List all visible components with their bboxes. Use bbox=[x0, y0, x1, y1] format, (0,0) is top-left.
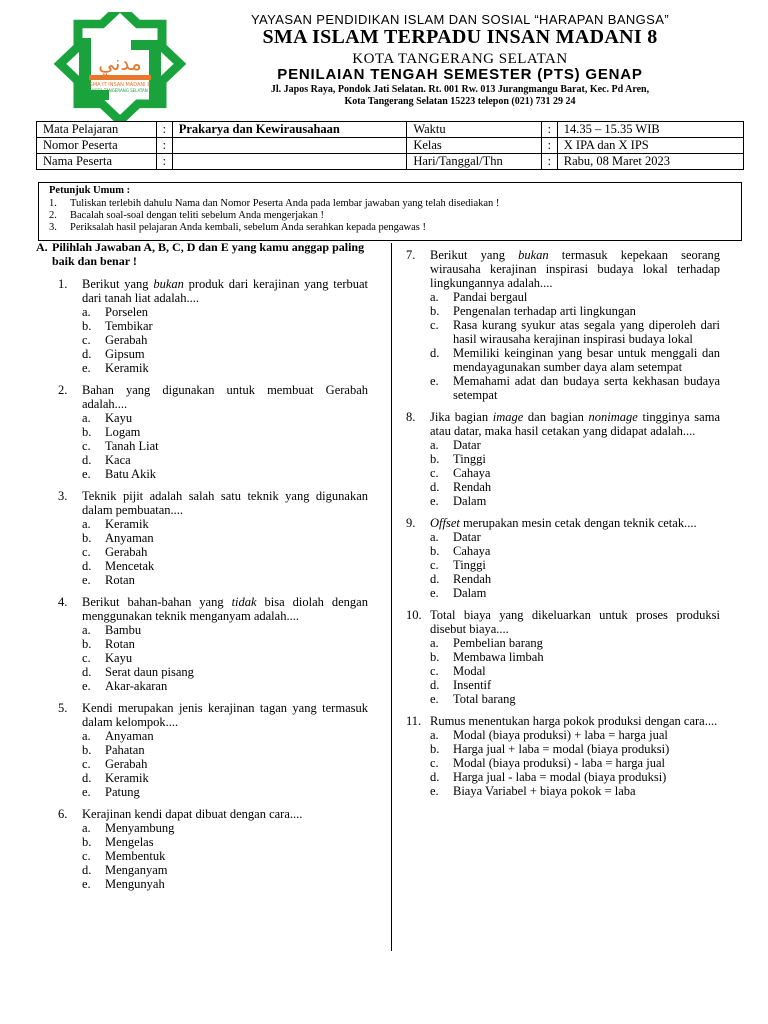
question-item bbox=[58, 383, 368, 481]
option-letter: c. bbox=[430, 664, 439, 678]
question-text: Berikut bahan-bahan yang tidak bisa diolah dengan menggunakan teknik menganyam adalah.... bbox=[82, 595, 368, 623]
answer-option bbox=[58, 665, 368, 679]
answer-option bbox=[58, 361, 368, 375]
option-letter: d. bbox=[430, 480, 440, 494]
option-letter: a. bbox=[430, 636, 439, 650]
answer-option bbox=[406, 756, 720, 770]
option-text: Serat daun pisang bbox=[105, 665, 194, 679]
option-letter: a. bbox=[82, 821, 91, 835]
option-letter: d. bbox=[82, 559, 92, 573]
option-text: Akar-akaran bbox=[105, 679, 168, 693]
option-text: Kayu bbox=[105, 651, 133, 665]
option-text: Rotan bbox=[105, 573, 135, 587]
option-text: Keramik bbox=[105, 771, 149, 785]
option-text: Modal (biaya produksi) - laba = harga jual bbox=[453, 756, 665, 770]
answer-option bbox=[58, 439, 368, 453]
instruction-item bbox=[49, 198, 741, 210]
question-item bbox=[406, 714, 720, 798]
answer-option bbox=[406, 728, 720, 742]
answer-option bbox=[58, 573, 368, 587]
answer-option bbox=[58, 531, 368, 545]
answer-option bbox=[58, 743, 368, 757]
option-letter: d. bbox=[430, 678, 440, 692]
question-number: 1. bbox=[58, 277, 68, 291]
option-text: Gerabah bbox=[105, 545, 148, 559]
answer-option bbox=[58, 559, 368, 573]
question-item bbox=[58, 595, 368, 693]
answer-option bbox=[406, 452, 720, 466]
answer-option bbox=[406, 770, 720, 784]
option-text: Datar bbox=[453, 438, 481, 452]
answer-option bbox=[406, 692, 720, 706]
option-text: Kaca bbox=[105, 453, 131, 467]
option-letter: e. bbox=[430, 692, 439, 706]
option-letter: e. bbox=[82, 573, 91, 587]
answer-option bbox=[406, 678, 720, 692]
answer-option bbox=[406, 304, 720, 318]
instruction-text: Tuliskan terlebih dahulu Nama dan Nomor Peserta Anda pada lembar jawaban yang telah disediakan ! bbox=[70, 198, 500, 209]
info-label-2: Hari/Tanggal/Thn bbox=[407, 154, 542, 170]
answer-option bbox=[406, 346, 720, 374]
option-text: Mencetak bbox=[105, 559, 155, 573]
answer-option bbox=[58, 425, 368, 439]
question-item bbox=[58, 807, 368, 891]
address-line-2: Kota Tangerang Selatan 15223 telepon (021) 731 29 24 bbox=[344, 96, 576, 107]
option-text: Mengunyah bbox=[105, 877, 165, 891]
option-text: Bambu bbox=[105, 623, 142, 637]
logo-caption-1: SMA IT INSAN MADANI 8 bbox=[89, 82, 151, 88]
option-letter: e. bbox=[430, 374, 439, 388]
question-number: 9. bbox=[406, 516, 416, 530]
question-text: Kendi merupakan jenis kerajinan tagan yang termasuk dalam kelompok.... bbox=[82, 701, 368, 729]
option-letter: a. bbox=[82, 411, 91, 425]
school-name: SMA ISLAM TERPADU INSAN MADANI 8 bbox=[262, 26, 658, 48]
section-title: Pilihlah Jawaban A, B, C, D dan E yang kamu anggap paling baik dan benar ! bbox=[52, 240, 365, 268]
city-name: KOTA TANGERANG SELATAN bbox=[352, 51, 568, 67]
option-letter: e. bbox=[82, 361, 91, 375]
option-text: Rendah bbox=[453, 572, 492, 586]
option-text: Pembelian barang bbox=[453, 636, 543, 650]
info-colon: : bbox=[541, 154, 557, 170]
option-text: Porselen bbox=[105, 305, 149, 319]
school-address bbox=[210, 84, 710, 108]
option-text: Harga jual + laba = modal (biaya produksi) bbox=[453, 742, 670, 756]
option-text: Menyambung bbox=[105, 821, 175, 835]
question-number: 2. bbox=[58, 383, 68, 397]
question-text: Offset merupakan mesin cetak dengan teknik cetak.... bbox=[430, 516, 697, 530]
question-text: Berikut yang bukan produk dari kerajinan yang terbuat dari tanah liat adalah.... bbox=[82, 277, 368, 305]
option-text: Dalam bbox=[453, 586, 487, 600]
option-letter: e. bbox=[82, 877, 91, 891]
answer-option bbox=[406, 544, 720, 558]
option-text: Rasa kurang syukur atas segala yang diperoleh dari hasil wirausaha kerajinan inspirasi budaya lokal bbox=[453, 318, 720, 346]
answer-option bbox=[58, 637, 368, 651]
logo-caption-2: KOTA TANGERANG SELATAN bbox=[92, 88, 148, 93]
option-letter: b. bbox=[430, 304, 440, 318]
option-text: Menganyam bbox=[105, 863, 168, 877]
option-letter: a. bbox=[82, 305, 91, 319]
option-text: Pandai bergaul bbox=[453, 290, 528, 304]
info-label-2: Waktu bbox=[407, 122, 542, 138]
info-value bbox=[172, 154, 407, 170]
info-value-2: X IPA dan X IPS bbox=[557, 138, 743, 154]
option-text: Pengenalan terhadap arti lingkungan bbox=[453, 304, 636, 318]
option-letter: d. bbox=[82, 665, 92, 679]
info-colon: : bbox=[541, 138, 557, 154]
address-line-1: Jl. Japos Raya, Pondok Jati Selatan. Rt. 001 Rw. 013 Jurangmangu Barat, Kec. Pd Aren, bbox=[270, 84, 650, 95]
answer-option bbox=[406, 466, 720, 480]
option-letter: a. bbox=[430, 438, 439, 452]
option-text: Membentuk bbox=[105, 849, 166, 863]
option-text: Rotan bbox=[105, 637, 135, 651]
option-letter: d. bbox=[430, 346, 440, 360]
option-text: Pahatan bbox=[105, 743, 145, 757]
option-text: Insentif bbox=[453, 678, 492, 692]
answer-option bbox=[58, 333, 368, 347]
answer-option bbox=[58, 835, 368, 849]
option-text: Harga jual - laba = modal (biaya produksi) bbox=[453, 770, 667, 784]
option-letter: d. bbox=[430, 572, 440, 586]
info-colon: : bbox=[156, 154, 172, 170]
instructions-title: Petunjuk Umum : bbox=[49, 185, 131, 196]
answer-option bbox=[58, 729, 368, 743]
answer-option bbox=[406, 664, 720, 678]
answer-option bbox=[58, 679, 368, 693]
answer-option bbox=[58, 877, 368, 891]
option-letter: d. bbox=[82, 453, 92, 467]
option-text: Rendah bbox=[453, 480, 492, 494]
option-letter: b. bbox=[430, 742, 440, 756]
answer-option bbox=[58, 849, 368, 863]
question-text: Rumus menentukan harga pokok produksi dengan cara.... bbox=[430, 714, 718, 728]
option-letter: b. bbox=[82, 743, 92, 757]
answer-option bbox=[58, 757, 368, 771]
option-letter: b. bbox=[82, 531, 92, 545]
section-heading bbox=[36, 240, 368, 268]
answer-option bbox=[58, 453, 368, 467]
answer-option bbox=[406, 290, 720, 304]
answer-option bbox=[58, 517, 368, 531]
answer-option bbox=[406, 494, 720, 508]
option-letter: e. bbox=[82, 785, 91, 799]
option-text: Keramik bbox=[105, 517, 149, 531]
option-letter: e. bbox=[82, 467, 91, 481]
option-letter: d. bbox=[82, 771, 92, 785]
info-value-2: Rabu, 08 Maret 2023 bbox=[557, 154, 743, 170]
option-letter: b. bbox=[82, 319, 92, 333]
option-text: Cahaya bbox=[453, 544, 491, 558]
option-text: Patung bbox=[105, 785, 140, 799]
option-text: Mengelas bbox=[105, 835, 154, 849]
answer-option bbox=[406, 636, 720, 650]
answer-option bbox=[406, 742, 720, 756]
option-text: Tinggi bbox=[453, 558, 486, 572]
question-item bbox=[58, 489, 368, 587]
answer-option bbox=[406, 530, 720, 544]
answer-option bbox=[58, 623, 368, 637]
answer-option bbox=[58, 305, 368, 319]
option-text: Cahaya bbox=[453, 466, 491, 480]
info-label: Mata Pelajaran bbox=[37, 122, 157, 138]
option-letter: c. bbox=[82, 757, 91, 771]
answer-option bbox=[58, 347, 368, 361]
option-text: Anyaman bbox=[105, 729, 154, 743]
option-letter: c. bbox=[430, 318, 439, 332]
question-item bbox=[58, 277, 368, 375]
school-logo bbox=[34, 12, 206, 122]
option-text: Tembikar bbox=[105, 319, 153, 333]
option-letter: c. bbox=[82, 439, 91, 453]
option-text: Memahami adat dan budaya serta kekhasan budaya setempat bbox=[453, 374, 720, 402]
info-value-2: 14.35 – 15.35 WIB bbox=[557, 122, 743, 138]
instruction-number: 1. bbox=[49, 198, 57, 209]
answer-option bbox=[406, 374, 720, 402]
option-letter: a. bbox=[430, 530, 439, 544]
info-row bbox=[37, 154, 744, 170]
option-letter: e. bbox=[430, 586, 439, 600]
question-number: 4. bbox=[58, 595, 68, 609]
option-text: Gerabah bbox=[105, 757, 148, 771]
option-text: Memiliki keinginan yang besar untuk menggali dan mendayagunakan sumber daya alam setempat bbox=[453, 346, 720, 374]
question-item bbox=[406, 410, 720, 508]
answer-option bbox=[406, 438, 720, 452]
option-text: Datar bbox=[453, 530, 481, 544]
question-number: 8. bbox=[406, 410, 416, 424]
option-letter: c. bbox=[82, 849, 91, 863]
question-text: Jika bagian image dan bagian nonimage tingginya sama atau datar, maka hasil cetakan yang didapat adalah.... bbox=[430, 410, 720, 438]
option-text: Logam bbox=[105, 425, 141, 439]
exam-info-table bbox=[36, 121, 744, 170]
option-letter: b. bbox=[82, 835, 92, 849]
option-letter: e. bbox=[430, 494, 439, 508]
option-text: Gipsum bbox=[105, 347, 145, 361]
option-text: Keramik bbox=[105, 361, 149, 375]
option-text: Tinggi bbox=[453, 452, 486, 466]
question-text: Kerajinan kendi dapat dibuat dengan cara.... bbox=[82, 807, 303, 821]
column-divider bbox=[391, 243, 392, 951]
info-colon: : bbox=[156, 122, 172, 138]
answer-option bbox=[58, 467, 368, 481]
answer-option bbox=[58, 651, 368, 665]
info-label: Nomor Peserta bbox=[37, 138, 157, 154]
answer-option bbox=[406, 572, 720, 586]
info-value bbox=[172, 138, 407, 154]
question-item bbox=[58, 701, 368, 799]
question-number: 10. bbox=[406, 608, 422, 622]
section-letter: A. bbox=[36, 240, 48, 254]
option-letter: a. bbox=[82, 729, 91, 743]
question-number: 7. bbox=[406, 248, 416, 262]
info-label: Nama Peserta bbox=[37, 154, 157, 170]
option-text: Kayu bbox=[105, 411, 133, 425]
instruction-text: Periksalah hasil pelajaran Anda kembali, sebelum Anda serahkan kepada pengawas ! bbox=[70, 222, 427, 233]
option-letter: c. bbox=[430, 466, 439, 480]
answer-option bbox=[406, 586, 720, 600]
question-number: 5. bbox=[58, 701, 68, 715]
option-letter: c. bbox=[430, 756, 439, 770]
question-text: Bahan yang digunakan untuk membuat Gerabah adalah.... bbox=[82, 383, 368, 411]
option-letter: b. bbox=[82, 425, 92, 439]
option-text: Batu Akik bbox=[105, 467, 157, 481]
answer-option bbox=[406, 480, 720, 494]
answer-option bbox=[406, 558, 720, 572]
answer-option bbox=[58, 319, 368, 333]
option-text: Anyaman bbox=[105, 531, 154, 545]
option-text: Modal bbox=[453, 664, 486, 678]
option-letter: a. bbox=[82, 517, 91, 531]
option-letter: d. bbox=[430, 770, 440, 784]
option-letter: c. bbox=[82, 651, 91, 665]
question-item bbox=[406, 608, 720, 706]
question-number: 3. bbox=[58, 489, 68, 503]
question-text: Teknik pijit adalah salah satu teknik yang digunakan dalam pembuatan.... bbox=[82, 489, 368, 517]
option-letter: a. bbox=[82, 623, 91, 637]
info-row bbox=[37, 138, 744, 154]
instruction-number: 2. bbox=[49, 210, 57, 221]
questions-left-column bbox=[36, 240, 368, 899]
instruction-text: Bacalah soal-soal dengan teliti sebelum Anda mengerjakan ! bbox=[70, 210, 324, 221]
answer-option bbox=[58, 785, 368, 799]
option-text: Membawa limbah bbox=[453, 650, 544, 664]
option-letter: b. bbox=[430, 452, 440, 466]
question-item bbox=[406, 516, 720, 600]
answer-option bbox=[406, 784, 720, 798]
option-letter: e. bbox=[430, 784, 439, 798]
answer-option bbox=[58, 821, 368, 835]
answer-option bbox=[58, 863, 368, 877]
option-letter: c. bbox=[82, 545, 91, 559]
info-value: Prakarya dan Kewirausahaan bbox=[172, 122, 407, 138]
answer-option bbox=[58, 411, 368, 425]
info-colon: : bbox=[156, 138, 172, 154]
answer-option bbox=[58, 545, 368, 559]
general-instructions bbox=[38, 182, 742, 241]
option-letter: c. bbox=[430, 558, 439, 572]
question-text: Total biaya yang dikeluarkan untuk proses produksi disebut biaya.... bbox=[430, 608, 720, 636]
answer-option bbox=[406, 650, 720, 664]
option-letter: c. bbox=[82, 333, 91, 347]
question-number: 6. bbox=[58, 807, 68, 821]
question-text: Berikut yang bukan termasuk kepekaan seorang wirausaha kerajinan inspirasi budaya lokal terhadap lingkungannya adalah.... bbox=[430, 248, 720, 290]
option-letter: b. bbox=[82, 637, 92, 651]
questions-right-column bbox=[406, 248, 720, 806]
info-row bbox=[37, 122, 744, 138]
info-label-2: Kelas bbox=[407, 138, 542, 154]
exam-title: PENILAIAN TENGAH SEMESTER (PTS) GENAP bbox=[277, 66, 643, 83]
instruction-item bbox=[49, 210, 741, 222]
option-letter: b. bbox=[430, 650, 440, 664]
foundation-name: YAYASAN PENDIDIKAN ISLAM DAN SOSIAL “HARAPAN BANGSA” bbox=[250, 12, 670, 27]
option-text: Modal (biaya produksi) + laba = harga jual bbox=[453, 728, 668, 742]
option-letter: a. bbox=[430, 290, 439, 304]
option-letter: d. bbox=[82, 347, 92, 361]
question-number: 11. bbox=[406, 714, 422, 728]
info-colon: : bbox=[541, 122, 557, 138]
instruction-item bbox=[49, 222, 741, 234]
option-text: Gerabah bbox=[105, 333, 148, 347]
option-text: Dalam bbox=[453, 494, 487, 508]
option-text: Tanah Liat bbox=[105, 439, 159, 453]
option-letter: a. bbox=[430, 728, 439, 742]
option-letter: d. bbox=[82, 863, 92, 877]
option-text: Total barang bbox=[453, 692, 516, 706]
answer-option bbox=[58, 771, 368, 785]
answer-option bbox=[406, 318, 720, 346]
question-item bbox=[406, 248, 720, 402]
logo-arabic: مدني bbox=[98, 51, 142, 75]
instruction-number: 3. bbox=[49, 222, 57, 233]
option-text: Biaya Variabel + biaya pokok = laba bbox=[453, 784, 636, 798]
option-letter: b. bbox=[430, 544, 440, 558]
option-letter: e. bbox=[82, 679, 91, 693]
